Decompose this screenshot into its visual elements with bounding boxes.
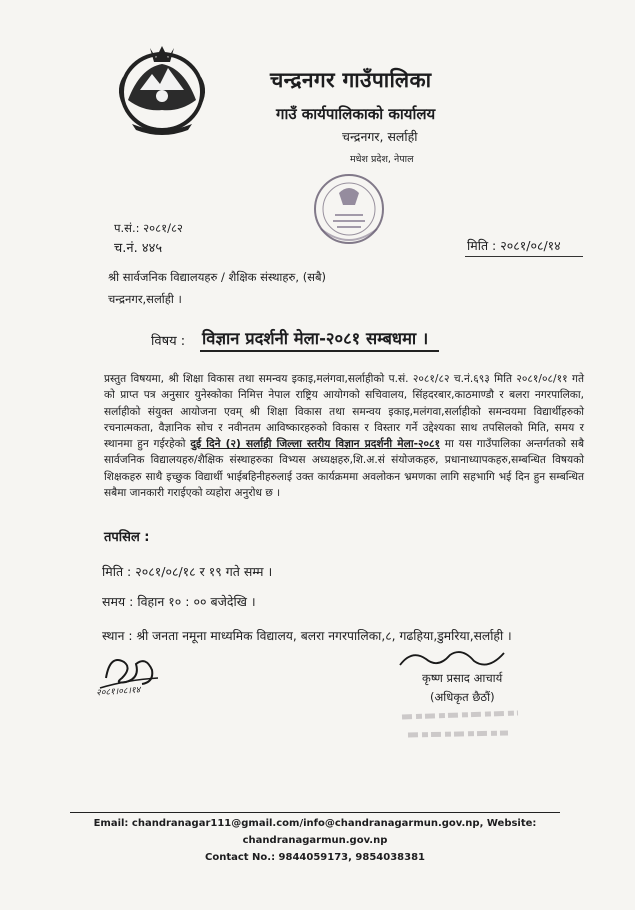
letter-date: मिति : २०८१/०८/१४ [467, 238, 561, 253]
office-subtitle: गाउँ कार्यपालिकाको कार्यालय [276, 105, 436, 123]
body-part-1: प्रस्तुत विषयमा, श्री शिक्षा विकास तथा समन्वय इकाइ,मलंगवा,सर्लाहीको प.सं. २०८१/८२ च.नं.६९३ मिति २०८१/०८/११ गते को प्राप्त पत्र अनुसार युनेस्कोका निमित्त नेपाल राष्ट्रिय आयोगको सचिवालय, सिंहदरबार,काठमाण्डौ र बलरा नगरपालिका, सर्लाहीको संयुक्त आयोजना एवम् श्री शिक्षा विकास तथा समन्वय इकाइ,मलंगवा,सर्लाहीको समन्वयमा विद्यार्थीहरुको रचनात्मकता, वैज्ञानिक सोच र नवीनतम आविष्कारहरुको विकास र विस्तार गर्ने उद्देश्यका साथ तपसिलको मिति, समय र स्थानमा हुन गईरहेको [104, 373, 584, 451]
date-underline [465, 256, 583, 257]
footer-contact: Contact No.: 9844059173, 9854038381 [204, 852, 425, 863]
subject-text: विज्ञान प्रदर्शनी मेला-२०८१ सम्बधमा । [202, 329, 429, 348]
office-province: मधेश प्रदेश, नेपाल [350, 154, 414, 165]
detail-venue: स्थान : श्री जनता नमूना माध्यमिक विद्यालय, बलरा नगरपालिका,८, गढहिया,डुमरिया,सर्लाही । [102, 629, 512, 643]
signer-title: (अधिकृत छैठौं) [430, 690, 495, 704]
recipient-line-2: चन्द्रनगर,सर्लाही । [108, 292, 182, 306]
footer-website: chandranagarmun.gov.np [242, 835, 388, 846]
details-heading: तपसिल : [104, 530, 150, 545]
footer-divider [70, 812, 560, 813]
signer-name: कृष्ण प्रसाद आचार्य [422, 671, 503, 685]
left-signature-date: २०८१।०८।१४ [95, 685, 141, 699]
office-address: चन्द्रनगर, सर्लाही [342, 129, 418, 144]
subject-label: विषय : [151, 334, 186, 349]
detail-date: मिति : २०८१/०८/१८ र १९ गते सम्म । [102, 564, 273, 579]
name-stamp-icon [398, 705, 528, 747]
office-seal-icon [303, 165, 395, 255]
body-part-2: मा यस गाउँपालिका अन्तर्गतको सबै सार्वजनिक विद्यालयहरु/शैक्षिक संस्थाहरुका विभ्यस अध्यक्षहरु,शि.अ.सं संयोजकहरु, प्रधानाध्यापकहरु,सम्बन्धित विषयको शिक्षकहरु साथै इच्छुक विद्यार्थी भाईबहिनीहरुलाई उक्त कार्यक्रममा अवलोकन भ्रमणका लागि सहभागि भई दिन हुन सम्बन्धित सबैमा जानकारी गराईएको व्यहोरा अनुरोध छ । [104, 438, 584, 500]
footer-email: Email: chandranagar111@gmail.com/info@chandranagarmun.gov.np, Website: [93, 818, 537, 829]
recipient-line-1: श्री सार्वजनिक विद्यालयहरु / शैक्षिक संस्थाहरु, (सबै) [108, 270, 327, 284]
nepal-emblem-icon [110, 38, 214, 138]
body-highlight: दुई दिने (२) सर्लाही जिल्ला स्तरीय विज्ञान प्रदर्शनी मेला-२०८१ [190, 438, 440, 451]
letter-body [104, 371, 584, 501]
patra-sankhya: प.सं.: २०८१/८२ [114, 221, 183, 235]
detail-time: समय : विहान १० : ०० बजेदेखि । [102, 594, 256, 609]
chalani-number: च.नं. ४४५ [114, 241, 163, 256]
subject-underline [200, 350, 439, 352]
office-name: चन्द्रनगर गाउँपालिका [270, 68, 432, 92]
